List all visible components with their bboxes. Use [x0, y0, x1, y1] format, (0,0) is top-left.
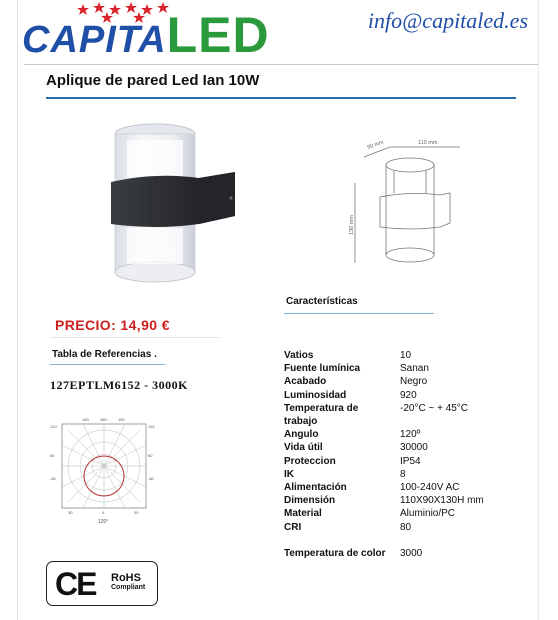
color-temperature-key: Temperatura de color	[284, 548, 386, 559]
spec-row	[284, 428, 544, 441]
polar-tick-top-3: 150	[118, 417, 125, 422]
spec-key: Temperatura de trabajo	[284, 402, 359, 428]
logo-capita-text: CAPITA	[22, 19, 167, 61]
spec-key: Dimensión	[284, 495, 336, 507]
spec-row	[284, 521, 544, 534]
reference-table-underline	[50, 364, 165, 365]
spec-key: Vatios	[284, 350, 314, 361]
polar-angle-label: 120°	[98, 519, 109, 525]
polar-tick-left-1: 120	[50, 424, 57, 429]
rohs-text: RoHS	[111, 572, 141, 584]
spec-row	[284, 468, 544, 481]
header-divider	[24, 64, 538, 65]
title-underline	[46, 97, 516, 99]
characteristics-underline	[284, 313, 434, 314]
dim-depth-label: 90 mm	[366, 139, 385, 151]
dimension-drawing	[350, 135, 465, 275]
reference-code: 127EPTLM6152 - 3000K	[50, 378, 188, 392]
spec-value: Negro	[400, 376, 428, 388]
spec-value: 8	[400, 468, 406, 480]
spec-row	[284, 362, 544, 375]
price-divider	[50, 337, 220, 338]
polar-tick-right-3: -60	[148, 476, 154, 481]
spec-row	[284, 494, 544, 507]
spec-key: Material	[284, 508, 322, 520]
spec-value: IP54	[400, 455, 421, 467]
spec-key: Luminosidad	[284, 389, 347, 401]
ce-rohs-badge	[46, 561, 158, 606]
spec-key: IK	[284, 468, 294, 480]
polar-tick-top-1: 150	[82, 417, 89, 422]
spec-key: Vida útil	[284, 442, 323, 454]
spec-row	[284, 349, 544, 362]
spec-row	[284, 402, 544, 428]
spec-key: Angulo	[284, 429, 319, 441]
contact-email[interactable]: info@capitaled.es	[367, 8, 528, 33]
capitaled-logo	[22, 0, 282, 63]
dim-width-label: 110 mm	[418, 140, 438, 146]
spec-key: CRI	[284, 521, 302, 533]
spec-value: Aluminio/PC	[400, 508, 456, 520]
spec-value: 80	[400, 521, 412, 533]
spec-value: 100-240V AC	[400, 482, 460, 494]
rohs-mark	[111, 573, 145, 593]
polar-tick-bottom-1: 30	[68, 510, 73, 515]
spec-value: 120º	[400, 429, 421, 441]
color-temperature-row	[284, 548, 422, 559]
polar-tick-bottom-3: 30	[134, 510, 139, 515]
dim-height-label: 130 mm	[349, 215, 355, 235]
spec-key: Acabado	[284, 376, 327, 388]
polar-tick-right-2: 60	[148, 453, 153, 458]
polar-tick-bottom-2: 0	[102, 510, 105, 515]
polar-tick-top-2: 180	[100, 417, 107, 422]
spec-value: 10	[400, 350, 412, 361]
polar-light-distribution-diagram	[48, 414, 160, 526]
color-temperature-value: 3000	[400, 548, 423, 559]
page-edge-left	[17, 0, 18, 620]
spec-row	[284, 455, 544, 468]
spec-row	[284, 507, 544, 520]
logo-led-text: LED	[166, 7, 270, 63]
polar-tick-right-1: 120	[148, 424, 155, 429]
characteristics-heading: Características	[286, 296, 358, 307]
rohs-compliant-text: Compliant	[111, 584, 146, 591]
spec-row	[284, 389, 544, 402]
spec-key: Fuente lumínica	[284, 363, 361, 375]
polar-tick-left-3: -60	[50, 476, 56, 481]
spec-value: 920	[400, 389, 417, 401]
spec-row	[284, 375, 544, 388]
spec-row	[284, 481, 544, 494]
spec-row	[284, 441, 544, 454]
spec-key: Proteccion	[284, 455, 336, 467]
spec-value: 110X90X130H mm	[400, 495, 484, 507]
spec-key: Alimentación	[284, 482, 347, 494]
product-title: Aplique de pared Led Ian 10W	[46, 72, 260, 89]
product-photo	[95, 120, 265, 290]
reference-table-label: Tabla de Referencias .	[52, 349, 157, 360]
spec-value: Sanan	[400, 363, 429, 375]
spec-value: 30000	[400, 442, 428, 454]
polar-tick-left-2: 60	[50, 453, 55, 458]
characteristics-table	[284, 349, 544, 534]
price-label: PRECIO: 14,90 €	[55, 317, 170, 333]
ce-mark: CE	[55, 566, 96, 602]
spec-value: -20°C ~ + 45°C	[400, 402, 469, 414]
